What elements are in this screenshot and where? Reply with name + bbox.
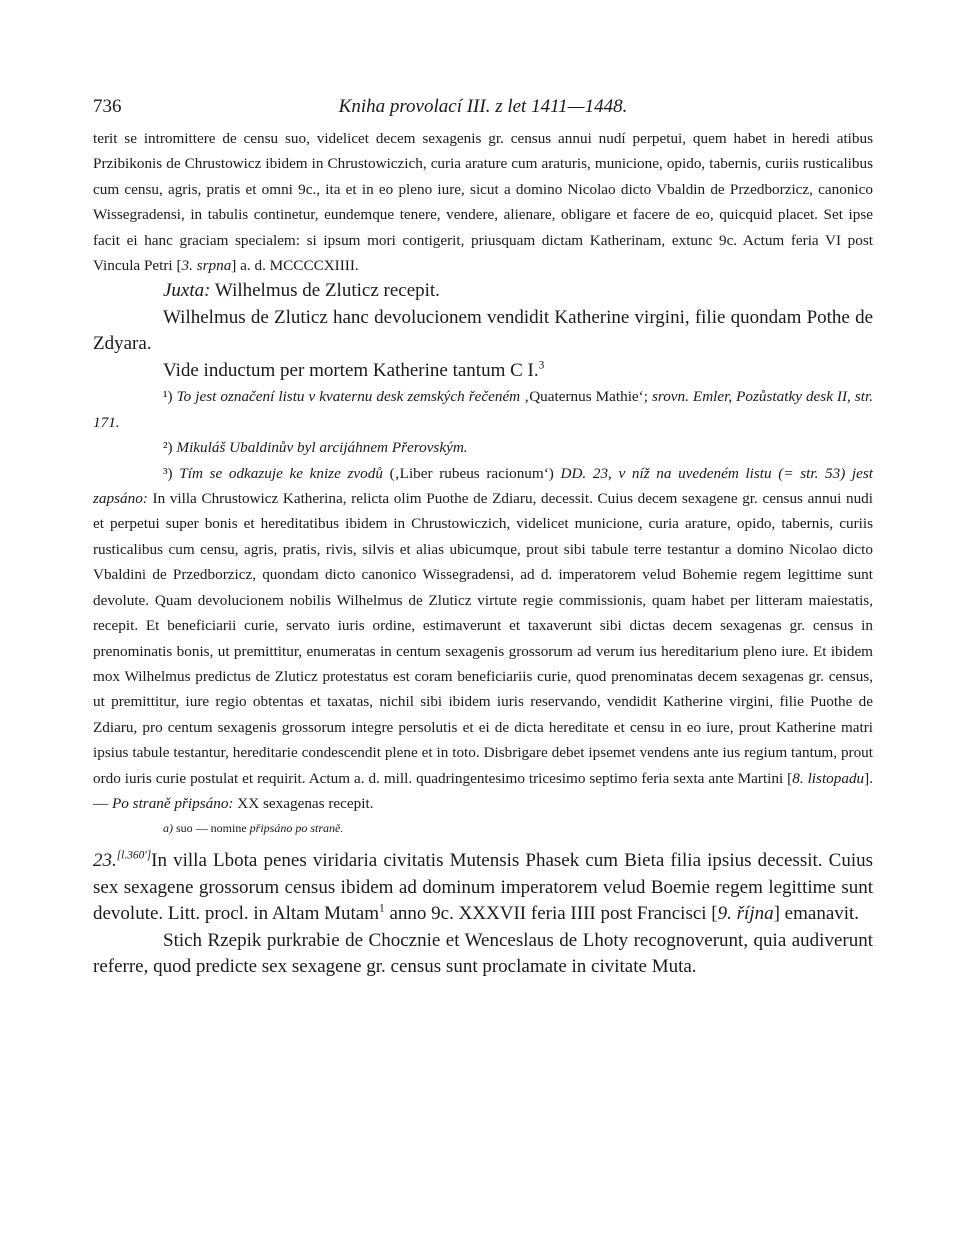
running-title: Kniha provolací III. z let 1411—1448. <box>338 96 628 117</box>
record-date: 3. srpna <box>181 257 232 275</box>
footnote-1-num: ¹) <box>163 388 173 406</box>
variant-note-mark: a) <box>163 821 173 836</box>
footnote-3-text-3: XX sexagenas recepit. <box>233 794 374 812</box>
variant-note-text: suo — nomine <box>173 821 250 836</box>
record-body: terit se intromittere de censu suo, videlicet decem sexagenis gr. census annui nudí perpetui, quem habet in heredi atibus Przibikonis de Chrustowicz ibidem in Chrustowiczich, curia arature cum araturis, municione, opido, tabernis, curiis rusticalibus cum censu, agris, pratis et omni 9c., ita et in eo pleno iure, sicut a domino Nicolao dicto Vbaldin de Przedborzicz, canonico Wissegradensi, in tabulis continetur, eundemque tenere, vendere, alienare, obligare et facere de eo, quicquid placet. Set ipse facit ei hanc graciam specialem: si ipsum mori contigerit, priusquam dictam Katherinam, extunc 9c. Actum feria VI post Vincula Petri [ <box>93 130 873 275</box>
footnote-1-italic-2: srovn. Emler, Pozůstatky desk II, str. 171. <box>93 388 873 431</box>
record-paragraph <box>93 126 873 278</box>
vide-text: Vide inductum per mortem Katherine tantum C I. <box>163 359 539 381</box>
variant-note-italic: připsáno po straně. <box>249 821 344 836</box>
entry-23-text-2: anno 9c. XXXVII feria IIII post Francisci [ <box>384 903 718 925</box>
footnote-1-italic-1: To jest označení listu v kvaternu desk zemských řečeném <box>176 388 521 406</box>
footnote-1 <box>93 384 873 435</box>
juxta-text: Wilhelmus de Zluticz recepit. <box>210 280 440 302</box>
variant-note <box>163 818 873 838</box>
page-header <box>93 96 873 126</box>
juxta-label: Juxta: <box>163 280 211 302</box>
footnote-3-italic-3: 8. listopadu <box>792 769 865 787</box>
footnote-3 <box>93 461 873 817</box>
juxta-line <box>93 278 873 305</box>
devolution-paragraph: Wilhelmus de Zluticz hanc devolucionem vendidit Katherine virgini, filie quondam Pothe de Zdyara. <box>93 306 873 355</box>
page-number: 736 <box>93 96 122 117</box>
footnote-3-text-2: ]. — <box>93 769 873 812</box>
entry-23-text-3: ] emanavit. <box>773 903 860 925</box>
footnote-2 <box>93 435 873 460</box>
footnote-3-italic-4: Po straně připsáno: <box>111 794 234 812</box>
entry-23-text: In villa Lbota penes viridaria civitatis Mutensis Phasek cum Bieta filia ipsius decessit. Cuius sex sexagene grossorum census ibidem ad dominum imperatorem velud Boemie regem legittime sunt devolute. Litt. procl. in Altam Mutam <box>93 850 873 925</box>
entry-23-number: 23. <box>93 850 117 872</box>
entry-23 <box>93 848 873 928</box>
footnote-3-text: In villa Chrustowicz Katherina, relicta olim Puothe de Zdiaru, decessit. Cuius decem sexagene gr. census annui nudi et perpetui super bonis et hereditatibus ibidem in Chrustowiczich, videlicet municione, curia arature, opido, tabernis, curiis rusticalibus cum censu, agris, pratis, rivis, silvis et alias ubicumque, prout sibi tabule terre testantur a domino Nicolao dicto Vbaldini de Przedborzicz, quondam dicto canonico Wissegradensi, ad d. imperatorem velud Bohemie regem legittime sunt devolute. Quam devolucionem nobilis Wilhelmus de Zluticz virtute regie commissionis, quam habet per litteram maiestatis, recepit. Et beneficiarii curie, servato iuris ordine, estimaverunt et taxaverunt sibi dictas decem sexagenas gr. census in prenominatis bonis, ut premittitur, enumeratas in centum sexagenis grossorum ad verum ius hereditarium pleno iure. Et ibidem mox Wilhelmus predictus de Zluticz protestatus est coram beneficiariis curie, quod prenominatas decem sexagenas gr. census, ut premittitur, iure regio obtentas et taxatas, nichil sibi ibidem iuris reservando, vendidit Katherine virgini, filie Puothe de Zdiaru, pro centum sexagenis grossorum integre persolutis et ei de dicta hereditate et censu in eo iure, prout Katherine matri ipsius tabule testantur, hereditarie condescendit plene et in toto. Disbrigare debet ipsemet vendens ante ius regium tantum, prout ordo iuris curie postulat et requirit. Actum a. d. mill. quadringentesimo tricesimo septimo feria sexta ante Martini [ <box>93 490 873 787</box>
footnote-3-italic-1: Tím se odkazuje ke knize zvodů <box>179 464 383 482</box>
entry-23-folio-ref: [l.360'] <box>116 850 152 863</box>
footnote-3-num: ³) <box>163 464 173 482</box>
footnote-3-italic-2: DD. 23, v níž na uvedeném listu (= str. 53) jest zapsáno: <box>93 464 874 508</box>
footnote-3-normal-1: (‚Liber rubeus racionum‘) <box>382 464 561 482</box>
record-end: ] a. d. MCCCCXIIII. <box>231 257 359 275</box>
footnote-2-num: ²) <box>163 439 173 457</box>
page <box>93 96 873 981</box>
vide-footnote-ref: 3 <box>538 359 545 372</box>
footnote-2-italic: Mikuláš Ubaldinův byl arcijáhnem Přerovským. <box>176 439 468 457</box>
vide-line <box>93 358 873 385</box>
footnote-1-normal: ‚Quaternus Mathie‘; <box>520 388 652 406</box>
entry-23-footnote-ref: 1 <box>379 903 385 916</box>
entry-23-date: 9. října <box>717 903 774 925</box>
entry-23-followup: Stich Rzepik purkrabie de Chocznie et Wenceslaus de Lhoty recognoverunt, quia audiverunt referre, quod predicte sex sexagene gr. census sunt proclamate in civitate Muta. <box>93 929 873 978</box>
